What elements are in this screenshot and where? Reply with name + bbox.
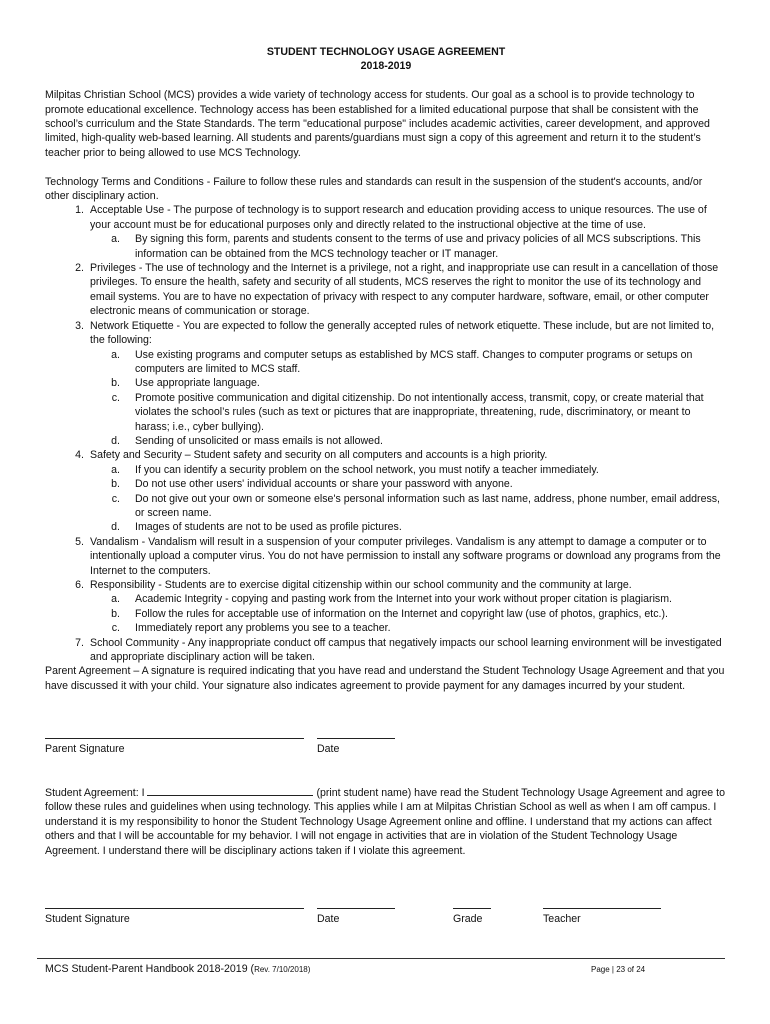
- parent-agreement: Parent Agreement – A signature is required indicating that you have read and understand the Student Technology Usage Agreement and that you have discussed it with your child. Your signature also indicates agreement to provide payment for any damages incurred by your student.: [45, 665, 725, 692]
- term-item: [45, 578, 727, 592]
- footer-revision: Rev. 7/10/2018: [254, 965, 308, 974]
- parent-date-label: Date: [317, 743, 340, 755]
- term-subitem: [90, 592, 727, 606]
- term-subitem: [90, 520, 727, 534]
- parent-date-line[interactable]: [317, 738, 395, 739]
- subitem-text: Promote positive communication and digital citizenship. Do not intentionally access, transmit, copy, or create material that violates the school’s rules (such as text or pictures that are inappropriate, threatening, rude, discriminatory, or meant to harass; i.e., cyber bullying).: [135, 391, 704, 433]
- title-line-2: 2018-2019: [360, 60, 412, 73]
- term-subitem: [90, 492, 727, 521]
- subitem-text: Academic Integrity - copying and pasting work from the Internet into your work without proper citation is plagiarism.: [135, 593, 672, 606]
- term-text: Safety and Security – Student safety and security on all computers and accounts is a high priority.: [90, 449, 548, 462]
- student-agreement: [45, 785, 727, 858]
- intro-paragraph: Milpitas Christian School (MCS) provides a wide variety of technology access for students. Our goal as a school is to provide technology to promote educational excellence. Technology access has been established for a limited educational purpose that shall be consistent with the school’s curriculum and the State Standards. The term "educational purpose" includes academic activities, career development, and approved limited, high-quality web-based learning. All students and parents/guardians must sign a copy of this agreement and return it to the student’s teacher prior to being allowed to use MCS Technology.: [45, 89, 710, 159]
- term-number: 2.: [75, 262, 84, 275]
- term-subitem: [90, 607, 727, 621]
- subitem-letter: d.: [111, 434, 120, 447]
- terms-intro: Technology Terms and Conditions - Failure to follow these rules and standards can result in the suspension of the student's accounts, and/or other disciplinary action.: [45, 175, 703, 203]
- term-item: [45, 203, 727, 232]
- grade-label: Grade: [453, 913, 483, 925]
- subitem-letter: a.: [111, 233, 120, 246]
- footer-page-number: Page | 23 of 24: [591, 965, 646, 974]
- subitem-letter: b.: [111, 478, 120, 491]
- subitem-text: Follow the rules for acceptable use of information on the Internet and copyright law (use of photos, graphics, etc.).: [135, 607, 668, 620]
- student-name-line[interactable]: [147, 785, 313, 796]
- grade-line[interactable]: [453, 908, 491, 909]
- footer-revision-close: ): [307, 965, 311, 974]
- subitem-letter: a.: [111, 463, 120, 476]
- subitem-letter: b.: [111, 607, 120, 620]
- term-text: School Community - Any inappropriate conduct off campus that negatively impacts our school learning environment will be investigated and appropriate disciplinary action will be taken.: [90, 636, 722, 664]
- footer-divider: [37, 958, 725, 959]
- term-number: 1.: [75, 204, 84, 217]
- term-number: 5.: [75, 535, 84, 548]
- subitem-letter: a.: [111, 593, 120, 606]
- term-number: 4.: [75, 449, 84, 462]
- term-text: Responsibility - Students are to exercise digital citizenship within our school community and the community at large.: [90, 579, 632, 591]
- subitem-text: Use appropriate language.: [135, 377, 260, 390]
- title-line-1: STUDENT TECHNOLOGY USAGE AGREEMENT: [266, 46, 506, 58]
- term-text: Privileges - The use of technology and the Internet is a privilege, not a right, and inappropriate use can result in a cancellation of those privileges. To ensure the health, safety and security of all students, MCS reserves the right to monitor the use of its technology and email systems. You are to have no expectation of privacy with respect to any computer hardware, software, email, or other computer electronic means of communication or storage.: [90, 262, 719, 318]
- term-number: 6.: [75, 579, 84, 591]
- footer-handbook: [45, 963, 310, 975]
- subitem-text: Images of students are not to be used as profile pictures.: [135, 521, 402, 534]
- term-subitem: [90, 391, 727, 434]
- subitem-letter: c.: [111, 622, 120, 635]
- term-item: [45, 319, 727, 348]
- subitem-text: Use existing programs and computer setups as established by MCS staff. Changes to computer programs or setups on computers are limited to MCS staff.: [135, 348, 693, 375]
- term-subitem: [90, 376, 727, 390]
- term-subitem: [90, 621, 727, 635]
- agreement-body: [45, 45, 727, 693]
- term-subitem: [90, 477, 727, 491]
- term-item: [45, 261, 727, 319]
- subitem-letter: a.: [111, 348, 120, 361]
- student-date-label: Date: [317, 913, 340, 925]
- term-item: [45, 636, 727, 665]
- term-number: 3.: [75, 319, 84, 332]
- subitem-text: If you can identify a security problem on the school network, you must notify a teacher immediately.: [135, 463, 599, 476]
- terms-list: [45, 203, 727, 664]
- term-number: 7.: [75, 636, 84, 649]
- student-signature-label: Student Signature: [45, 913, 130, 925]
- subitem-text: By signing this form, parents and students consent to the terms of use and privacy policies of all MCS subscriptions. This information can be obtained from the MCS technology teacher or IT manager.: [135, 233, 701, 260]
- parent-signature-label: Parent Signature: [45, 743, 125, 755]
- teacher-line[interactable]: [543, 908, 661, 909]
- term-subitem: [90, 348, 727, 377]
- subitem-letter: d.: [111, 521, 120, 534]
- term-item: [45, 535, 727, 578]
- subitem-letter: c.: [111, 492, 120, 505]
- term-text: Vandalism - Vandalism will result in a suspension of your computer privileges. Vandalism is any attempt to damage a computer or to intentionally upload a computer virus. You do not have permission to install any software programs or download any programs from the Internet to the computers.: [90, 535, 721, 577]
- term-subitem: [90, 463, 727, 477]
- subitem-text: Immediately report any problems you see to a teacher.: [135, 622, 391, 635]
- term-item: [45, 448, 727, 462]
- term-subitem: [90, 434, 727, 448]
- term-text: Network Etiquette - You are expected to follow the generally accepted rules of network etiquette. These include, but are not limited to, the following:: [90, 319, 715, 347]
- footer-handbook-title: MCS Student-Parent Handbook 2018-2019 (: [45, 963, 255, 975]
- term-text: Acceptable Use - The purpose of technology is to support research and education providing access to unique resources. The use of your account must be for educational purposes only and directly related to the instructional objective at the time of use.: [90, 204, 707, 231]
- student-signature-line[interactable]: [45, 908, 304, 909]
- student-date-line[interactable]: [317, 908, 395, 909]
- student-agreement-prefix: Student Agreement: I: [45, 787, 145, 799]
- teacher-label: Teacher: [543, 913, 581, 925]
- subitem-letter: c.: [111, 391, 120, 404]
- subitem-letter: b.: [111, 377, 120, 390]
- document-title: [45, 45, 727, 74]
- student-agreement-text: (print student name) have read the Student Technology Usage Agreement and agree to follow these rules and guidelines when using technology. This applies while I am at Milpitas Christian School as well as when I am off campus. I understand it is my responsibility to honor the Student Technology Usage Agreement online and offline. I understand that my actions can affect others and that I will be accountable for my behavior. I will not engage in activities that are in violation of the Student Technology Usage Agreement. I understand there will be disciplinary actions taken if I violate this agreement.: [45, 787, 725, 857]
- subitem-text: Do not use other users' individual accounts or share your password with anyone.: [135, 478, 513, 491]
- subitem-text: Do not give out your own or someone else's personal information such as last name, address, phone number, email address, or screen name.: [135, 492, 720, 519]
- parent-signature-line[interactable]: [45, 738, 304, 739]
- subitem-text: Sending of unsolicited or mass emails is not allowed.: [135, 434, 383, 447]
- term-subitem: [90, 232, 727, 261]
